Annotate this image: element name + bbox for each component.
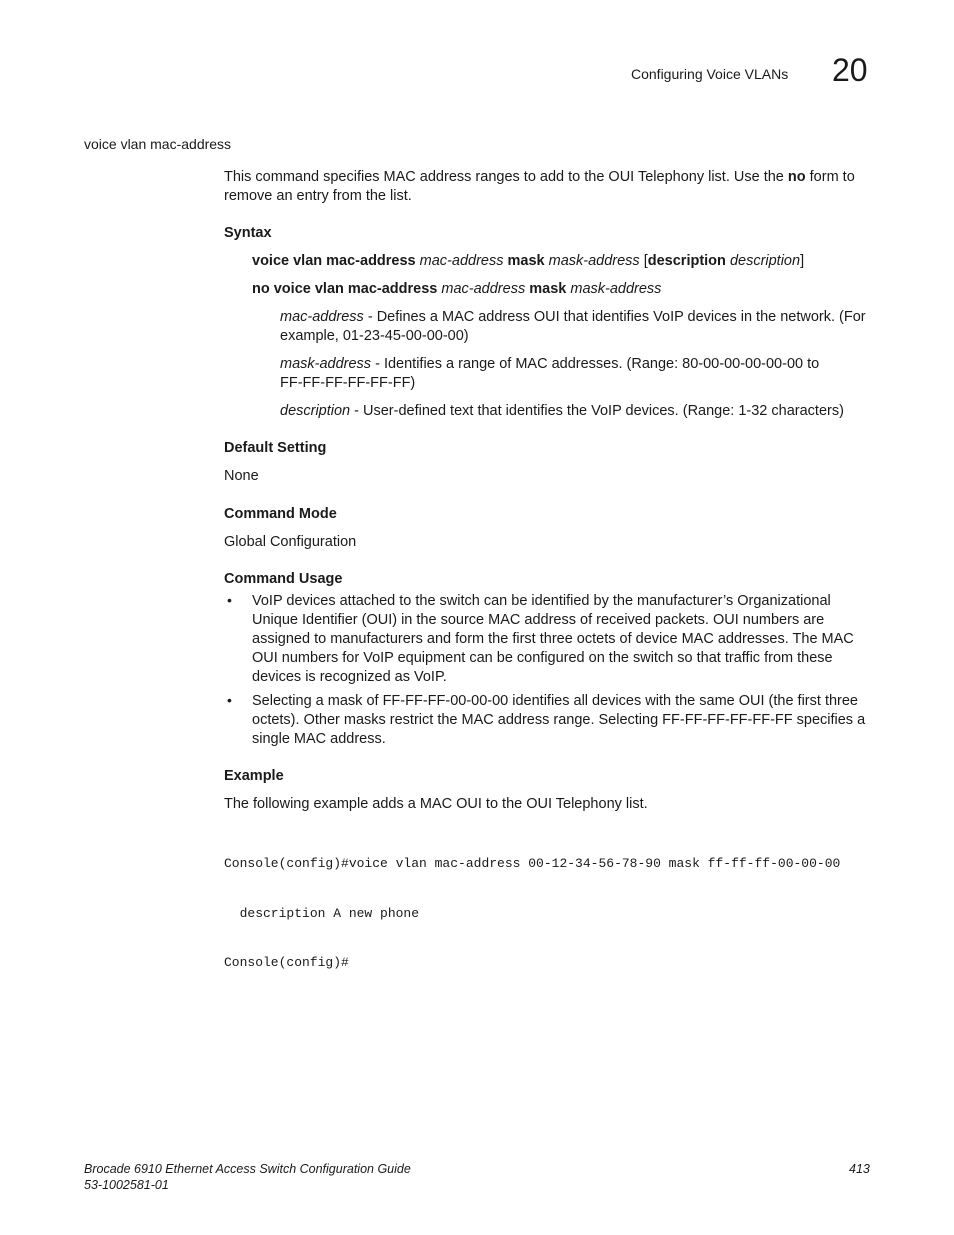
footer-doc-info — [84, 1161, 411, 1193]
page-number: 413 — [849, 1162, 870, 1176]
example-heading: Example — [224, 768, 284, 784]
command-heading: voice vlan mac-address — [84, 136, 232, 152]
param-mac-address: mac-address - Defines a MAC address OUI that identifies VoIP devices in the network. (For example, 01-23-45-00-00-00) — [280, 309, 866, 344]
footer-title: Brocade 6910 Ethernet Access Switch Configuration Guide — [84, 1162, 411, 1176]
command-usage-heading: Command Usage — [224, 571, 343, 587]
chapter-title: Configuring Voice VLANs — [631, 66, 789, 82]
command-mode-value: Global Configuration — [224, 534, 357, 550]
param-mask-address: mask-address - Identifies a range of MAC addresses. (Range: 80-00-00-00-00-00 to FF-FF-FF-FF-FF-FF) — [280, 356, 820, 391]
code-line: description A new phone — [224, 905, 420, 921]
command-mode-heading: Command Mode — [224, 506, 337, 522]
chapter-number: 20 — [832, 52, 868, 88]
footer-doc-number: 53-1002581-01 — [84, 1178, 169, 1192]
usage-item: Selecting a mask of FF-FF-FF-00-00-00 identifies all devices with the same OUI (the first three octets). Other masks restrict the MAC address range. Selecting FF-FF-FF-FF-FF-FF specifies a single MAC address. — [252, 693, 866, 747]
syntax-line-voice-vlan: voice vlan mac-address mac-address mask mask-address [description description] — [252, 253, 805, 269]
bullet-icon: • — [227, 692, 232, 708]
bullet-icon: • — [227, 592, 232, 608]
usage-item: VoIP devices attached to the switch can be identified by the manufacturer’s Organizational Unique Identifier (OUI) in the source MAC address of received packets. OUI numbers are assigned to manufacturers and form the first three octets of device MAC addresses. The MAC OUI numbers for VoIP equipment can be configured on the switch so that traffic from these devices is recognized as VoIP. — [252, 593, 854, 685]
example-intro: The following example adds a MAC OUI to the OUI Telephony list. — [224, 796, 648, 812]
command-description: This command specifies MAC address ranges to add to the OUI Telephony list. Use the no form to remove an entry from the list. — [224, 169, 855, 204]
param-description: description - User-defined text that identifies the VoIP devices. (Range: 1-32 characters) — [280, 403, 844, 419]
default-setting-value: None — [224, 468, 259, 484]
syntax-heading: Syntax — [224, 225, 272, 241]
syntax-line-no-voice-vlan: no voice vlan mac-address mac-address mask mask-address — [252, 281, 662, 297]
example-code-block — [224, 823, 840, 988]
code-line: Console(config)#voice vlan mac-address 00-12-34-56-78-90 mask ff-ff-ff-00-00-00 — [224, 856, 841, 871]
code-line: Console(config)# — [224, 955, 349, 970]
default-setting-heading: Default Setting — [224, 440, 327, 456]
